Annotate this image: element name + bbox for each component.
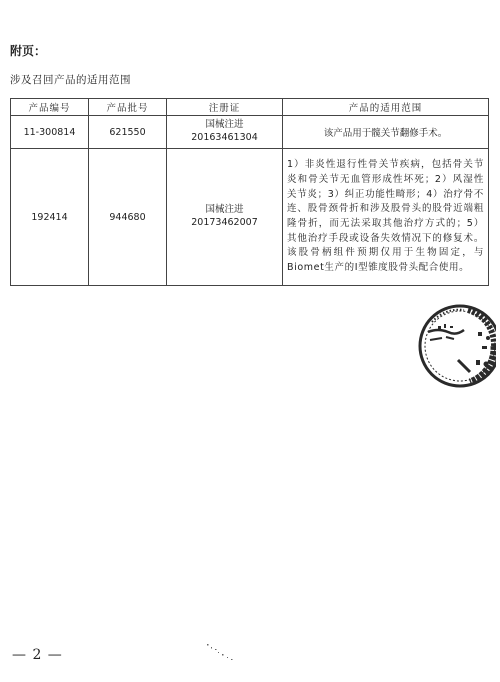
table-row	[11, 116, 489, 149]
cell-registration	[167, 149, 283, 286]
cell-product-no: 192414	[11, 149, 89, 286]
appendix-heading: 附页：	[10, 44, 47, 58]
cell-product-no: 11-300814	[11, 116, 89, 149]
table-row	[11, 149, 489, 286]
page-number: — 2 —	[12, 647, 63, 663]
header-registration: 注册证	[167, 99, 283, 116]
header-batch-no: 产品批号	[89, 99, 167, 116]
table-header-row	[11, 99, 489, 116]
cell-batch-no: 621550	[89, 116, 167, 149]
recall-products-table	[10, 98, 489, 286]
header-product-no: 产品编号	[11, 99, 89, 116]
registration-line-2: 20173462007	[191, 217, 258, 228]
cell-batch-no: 944680	[89, 149, 167, 286]
cell-scope: 该产品用于髋关节翻修手术。	[283, 116, 489, 149]
cell-scope: 1）非炎性退行性骨关节疾病，包括骨关节炎和骨关节无血管形成性坏死；2）风湿性关节炎；3）纠正功能性畸形；4）治疗骨不连、股骨颈骨折和涉及股骨头的股骨近端粗隆骨折，而无法采取其他治疗方式的；5）其他治疗手段或设备失效情况下的修复术。该股骨柄组件预期仅用于生物固定，与Biomet生产的I型锥度股骨头配合使用。	[283, 149, 489, 286]
registration-line-1: 国械注进	[205, 119, 244, 131]
registration-line-2: 20163461304	[191, 132, 258, 143]
scan-specks	[205, 640, 245, 668]
registration-line-1: 国械注进	[205, 204, 244, 216]
appendix-subheading: 涉及召回产品的适用范围	[10, 74, 131, 86]
official-seal-stamp	[408, 302, 496, 390]
header-scope: 产品的适用范围	[283, 99, 489, 116]
cell-registration	[167, 116, 283, 149]
